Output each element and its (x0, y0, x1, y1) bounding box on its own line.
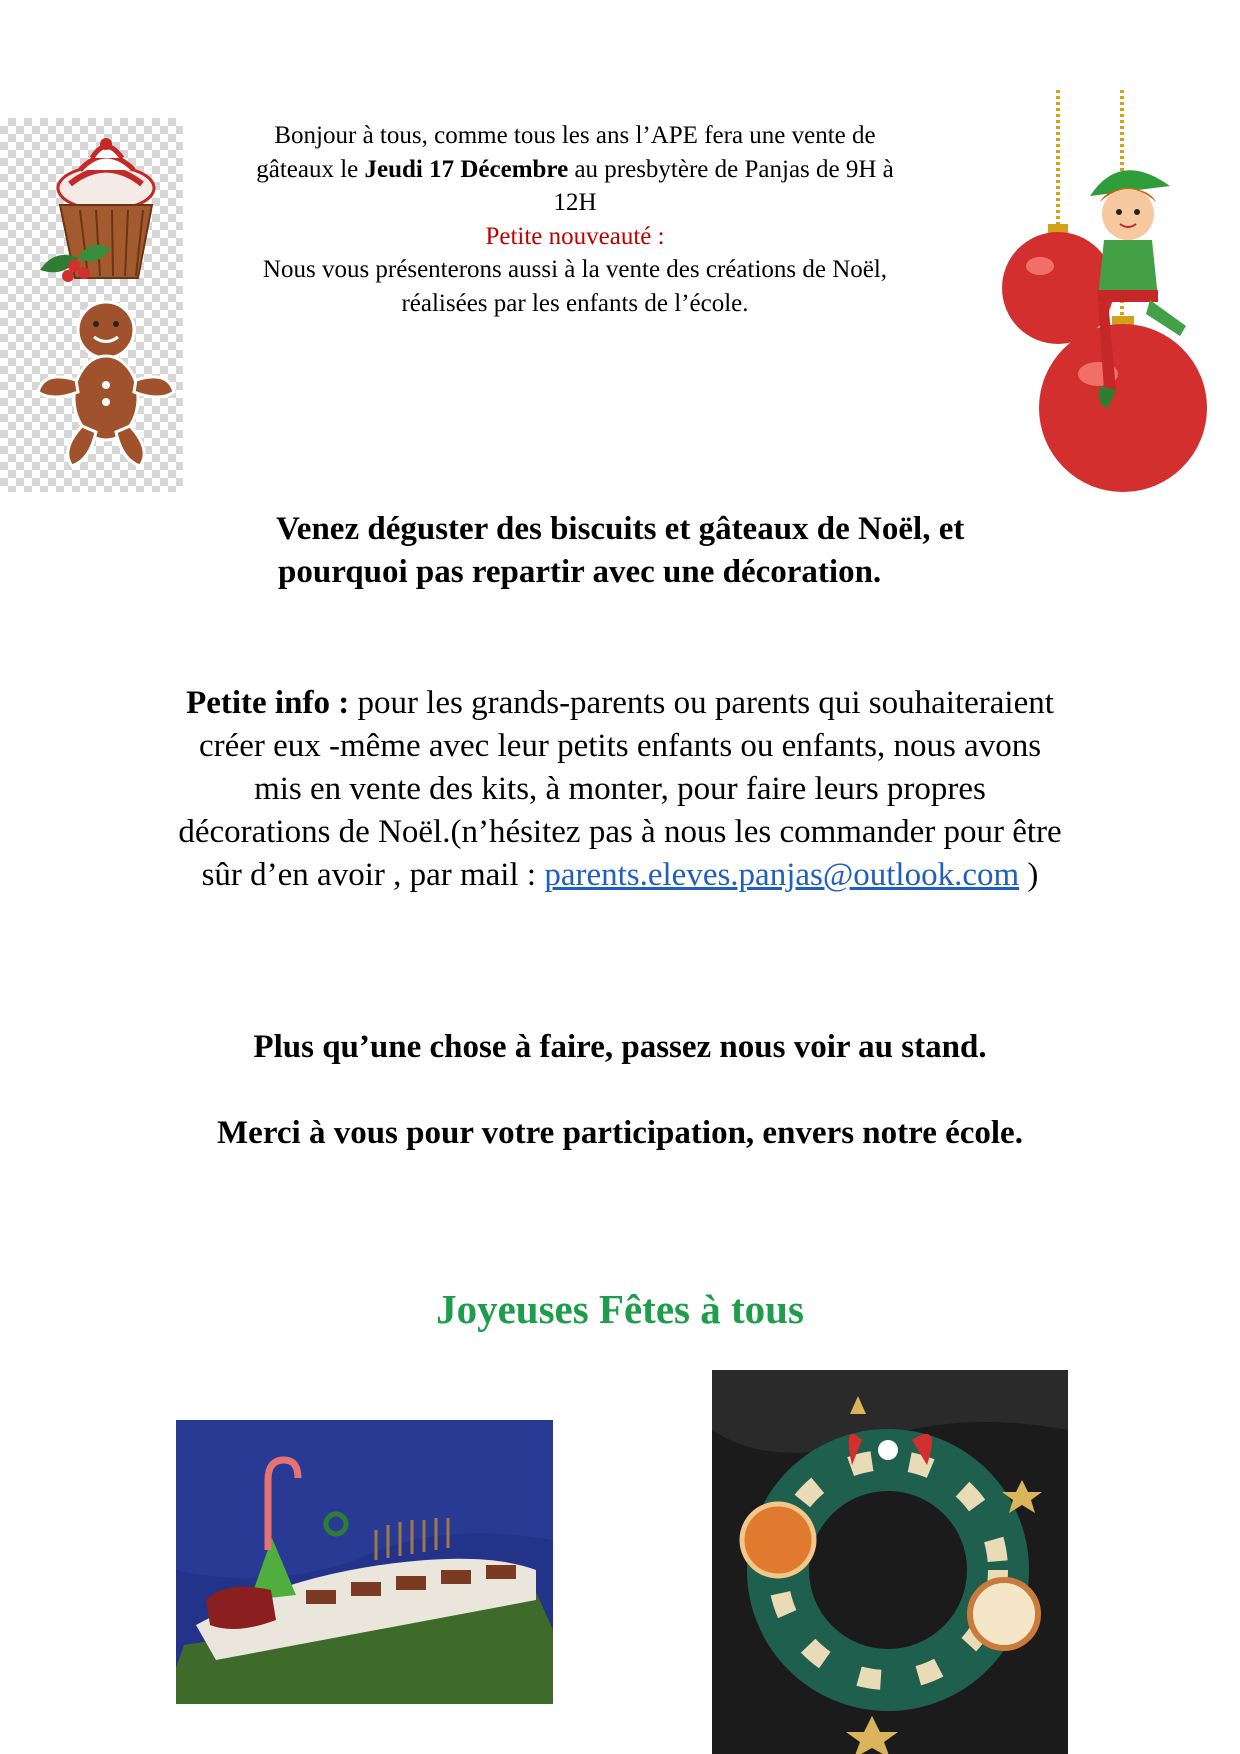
intro-line: Bonjour à tous, comme tous les ans l’APE fera une vente de (274, 122, 876, 149)
info-text: sûr d’en avoir , par mail : (201, 857, 545, 893)
invitation-line: Venez déguster des biscuits et gâteaux de Noël, et (276, 511, 965, 547)
invitation-text (276, 508, 1106, 594)
call-to-action: Plus qu’une chose à faire, passez nous voir au stand. (253, 1029, 987, 1065)
info-paragraph (100, 682, 1140, 897)
nouveaute-heading: Petite nouveauté : (485, 222, 665, 250)
elf-baubles-illustration (1000, 90, 1220, 500)
intro-paragraph (190, 119, 960, 320)
holiday-greeting-title: Joyeuses Fêtes à tous (436, 1286, 804, 1332)
email-link[interactable]: parents.eleves.panjas@outlook.com (544, 857, 1020, 893)
wreath-photo (712, 1370, 1068, 1754)
bauble-icon (1039, 324, 1207, 492)
orange-slice-icon (742, 1504, 814, 1576)
intro-text: gâteaux le (256, 155, 365, 183)
info-line: créer eux -même avec leur petits enfants ou enfants, nous avons (198, 728, 1042, 764)
sleigh-icon (206, 1587, 276, 1629)
info-line (100, 854, 1140, 897)
info-text: pour les grands-parents ou parents qui souhaiteraient (349, 685, 1054, 721)
intro-line: réalisées par les enfants de l’école. (401, 289, 749, 317)
orange-slice-icon (970, 1580, 1038, 1648)
info-label: Petite info : (186, 685, 350, 721)
gingerbread-man-icon (38, 302, 174, 466)
intro-line (190, 153, 960, 187)
info-line (100, 682, 1140, 725)
info-line: mis en vente des kits, à monter, pour faire leurs propres (254, 771, 986, 807)
info-line: décorations de Noël.(n’hésitez pas à nous les commander pour être (178, 814, 1062, 850)
thanks-text: Merci à vous pour votre participation, envers notre école. (217, 1115, 1023, 1151)
invitation-line: pourquoi pas repartir avec une décoration. (278, 554, 882, 590)
event-date: Jeudi 17 Décembre (364, 155, 569, 183)
cupcake-gingerbread-illustration (30, 130, 180, 480)
sleigh-diorama-photo (176, 1420, 553, 1704)
intro-text: au presbytère de Panjas de 9H à (568, 155, 894, 183)
intro-line: Nous vous présenterons aussi à la vente des créations de Noël, (262, 256, 888, 283)
intro-line: 12H (553, 189, 597, 216)
info-text: ) (1019, 857, 1039, 893)
bauble-icon (1002, 232, 1114, 344)
